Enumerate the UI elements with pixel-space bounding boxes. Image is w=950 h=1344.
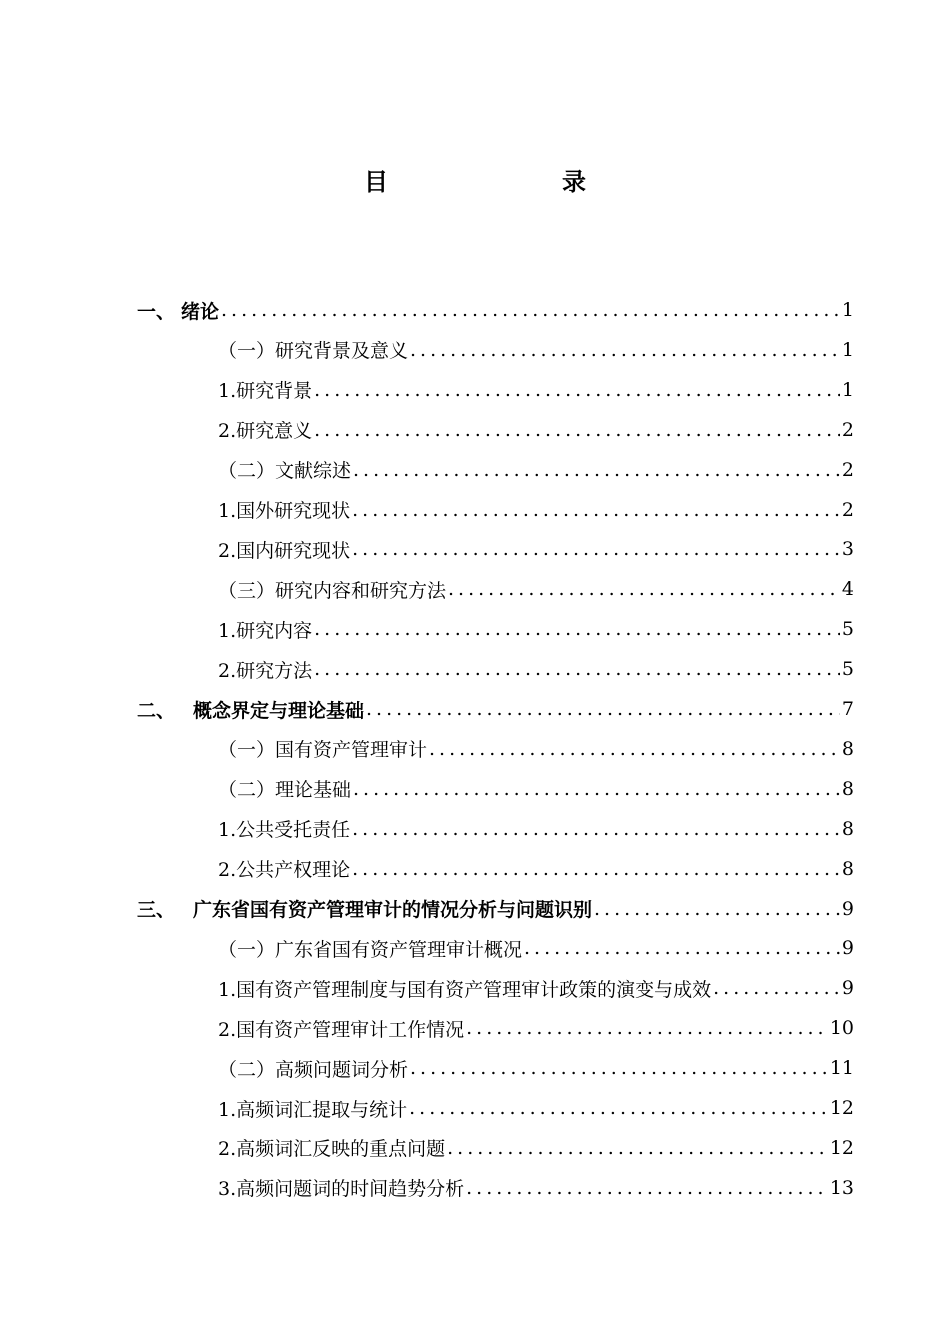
toc-dot-leader [592, 898, 840, 920]
toc-entry-number: 三、 [137, 899, 176, 921]
toc-entry[interactable] [137, 290, 854, 330]
toc-dot-leader [312, 618, 840, 640]
toc-entry-number: 一、 [137, 300, 176, 323]
toc-page-number: 2 [841, 498, 854, 521]
toc-dot-leader [312, 658, 840, 680]
toc-entry[interactable] [218, 809, 854, 849]
toc-entry[interactable] [218, 609, 854, 649]
toc-page-number: 8 [841, 857, 854, 880]
toc-page-number: 3 [841, 538, 854, 561]
toc-dot-leader [407, 1097, 828, 1119]
toc-page-number: 2 [841, 458, 854, 481]
toc-page-number: 12 [829, 1136, 854, 1159]
toc-entry-title: （一）国有资产管理审计 [218, 739, 428, 762]
page-title: 目 录 [364, 168, 628, 196]
toc-entry-title: （一）研究背景及意义 [218, 340, 409, 363]
toc-page-number: 9 [841, 937, 854, 960]
toc-dot-leader [350, 499, 840, 521]
toc-entry-title: 2.研究意义 [218, 420, 313, 443]
toc-entry-title: （二）文献综述 [218, 460, 352, 483]
toc-entry[interactable] [218, 849, 854, 889]
toc-entry-title: 3.高频问题词的时间趋势分析 [218, 1178, 465, 1201]
toc-entry[interactable] [218, 968, 854, 1008]
toc-dot-leader [464, 1017, 828, 1039]
toc-entry-title: 1.国外研究现状 [218, 500, 351, 522]
toc-entry[interactable] [218, 569, 854, 609]
toc-entry[interactable] [218, 769, 854, 809]
toc-page-number: 8 [841, 777, 854, 800]
toc-entry[interactable] [218, 410, 854, 450]
toc-entry[interactable] [218, 490, 854, 530]
toc-page-number: 5 [841, 618, 854, 641]
toc-dot-leader [312, 379, 840, 401]
toc-entry[interactable] [137, 689, 854, 729]
toc-entry[interactable] [218, 529, 854, 569]
toc-entry-title: 1.国有资产管理制度与国有资产管理审计政策的演变与成效 [218, 978, 712, 1001]
toc-page-number: 1 [841, 299, 854, 321]
toc-entry-title: 2.高频词汇反映的重点问题 [218, 1138, 446, 1161]
toc-dot-leader [408, 1057, 828, 1079]
toc-entry-title: 1.高频词汇提取与统计 [218, 1098, 408, 1121]
toc-entry-title: 1.研究背景 [218, 380, 313, 403]
toc-entry-title: 1.研究内容 [218, 619, 313, 642]
toc-entry-title: （三）研究内容和研究方法 [218, 579, 447, 602]
toc-entry[interactable] [218, 330, 854, 370]
toc-page-number: 2 [841, 418, 854, 441]
toc-page-number: 4 [841, 578, 854, 601]
toc-entry[interactable] [218, 1008, 854, 1048]
toc-page-number: 7 [841, 698, 854, 720]
toc-page-number: 12 [829, 1097, 854, 1119]
toc-dot-leader [351, 778, 840, 800]
toc-entry[interactable] [137, 889, 854, 929]
toc-page-number: 8 [841, 737, 854, 760]
toc-entry[interactable] [218, 1088, 854, 1128]
toc-dot-leader [522, 937, 840, 959]
toc-entry-title: 2.公共产权理论 [218, 859, 351, 882]
toc-entry-number: 二、 [137, 699, 176, 722]
toc-dot-leader [464, 1177, 828, 1199]
toc-entry-title: （二）高频问题词分析 [218, 1058, 409, 1081]
toc-entry-title: 广东省国有资产管理审计的情况分析与问题识别 [193, 899, 593, 921]
toc-dot-leader [351, 459, 840, 481]
toc-dot-leader [408, 339, 840, 361]
toc-dot-leader [350, 818, 840, 840]
toc-entry[interactable] [218, 450, 854, 490]
toc-page-number: 1 [841, 378, 854, 401]
toc-entry[interactable] [218, 649, 854, 689]
toc-page-number: 8 [841, 817, 854, 840]
toc-page-number: 13 [829, 1176, 854, 1199]
toc-entry[interactable] [218, 928, 854, 968]
toc-entry-title: 2.研究方法 [218, 659, 313, 682]
toc-dot-leader [445, 1137, 828, 1159]
toc-dot-leader [350, 538, 840, 560]
toc-page-number: 10 [829, 1017, 854, 1040]
toc-dot-leader [364, 698, 840, 720]
toc-dot-leader [312, 419, 840, 441]
toc-entry-title: 概念界定与理论基础 [193, 699, 365, 722]
toc-dot-leader [427, 738, 840, 760]
toc-entry-title: （一）广东省国有资产管理审计概况 [218, 938, 523, 961]
toc-entry[interactable] [218, 1048, 854, 1088]
toc-entry[interactable] [218, 370, 854, 410]
toc-entry-title: （二）理论基础 [218, 779, 352, 802]
toc-entry[interactable] [218, 729, 854, 769]
toc-dot-leader [219, 299, 840, 321]
toc-page-number: 9 [841, 897, 854, 920]
toc-page-number: 9 [841, 977, 854, 1000]
toc-entry-title: 2.国内研究现状 [218, 539, 351, 562]
toc-entry-title: 1.公共受托责任 [218, 819, 351, 842]
toc-page-number: 11 [829, 1057, 854, 1080]
toc-dot-leader [350, 858, 840, 880]
toc-page-number: 5 [841, 658, 854, 681]
toc-entry-title: 2.国有资产管理审计工作情况 [218, 1018, 465, 1041]
toc-entry-title: 绪论 [181, 300, 220, 323]
toc-page-number: 1 [841, 338, 854, 361]
toc-dot-leader [446, 578, 840, 600]
toc-dot-leader [711, 977, 840, 999]
toc-entry[interactable] [218, 1168, 854, 1208]
toc-entry[interactable] [218, 1128, 854, 1168]
